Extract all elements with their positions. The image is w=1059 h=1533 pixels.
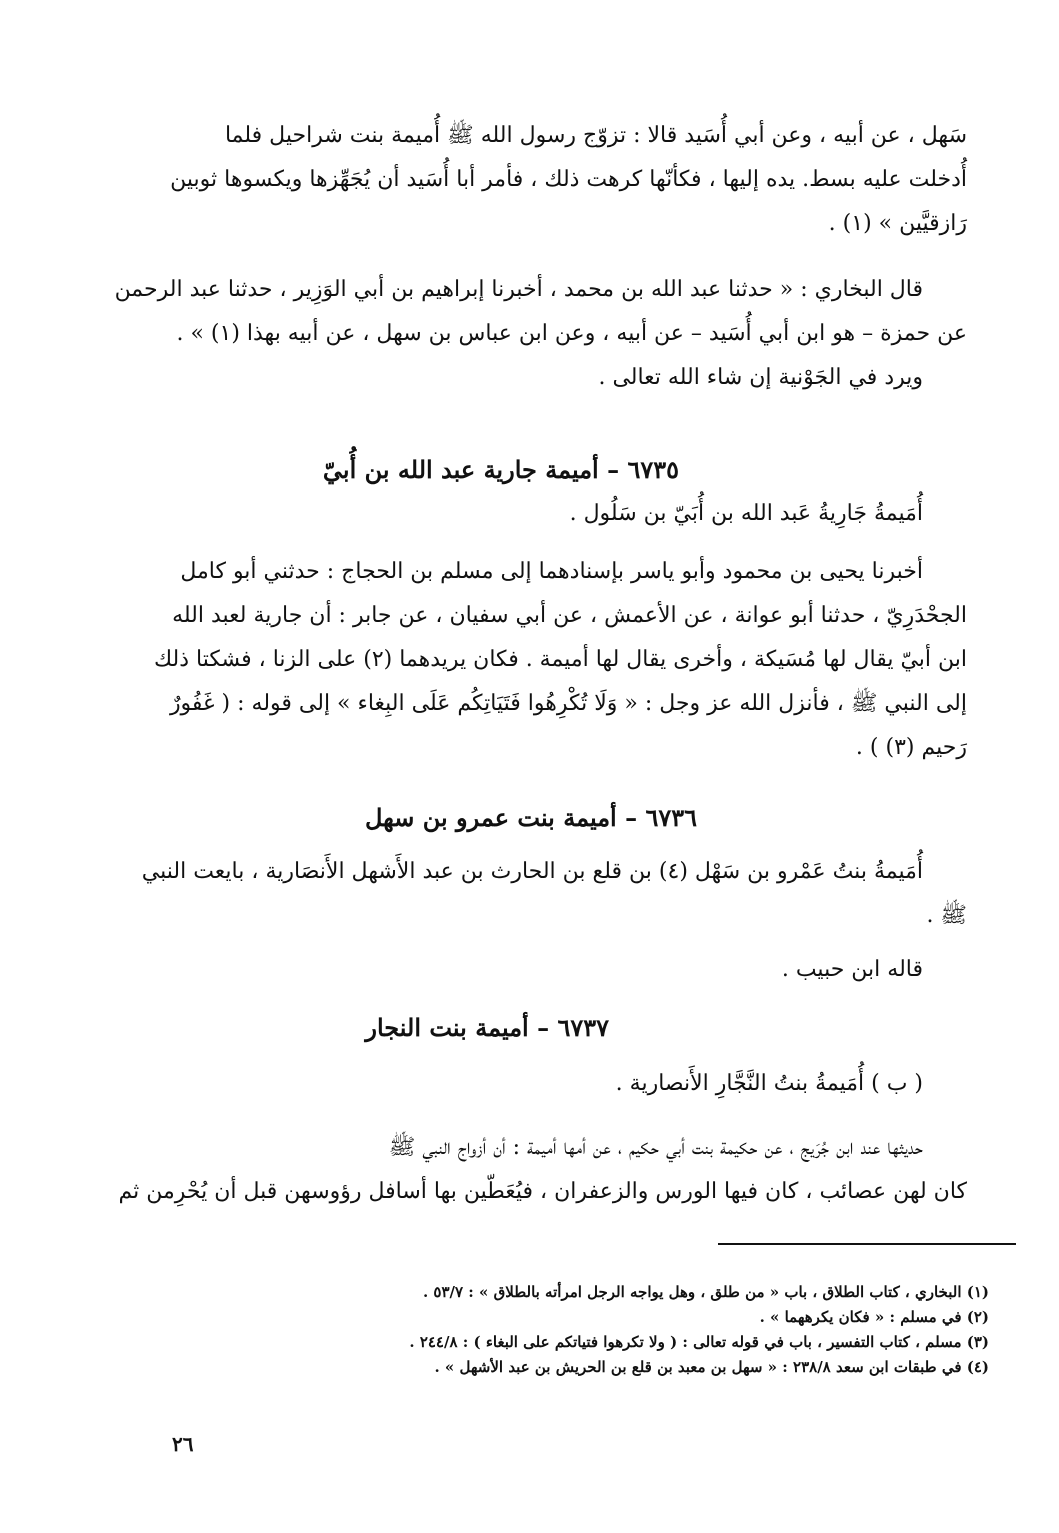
footnote-divider — [718, 1243, 1016, 1245]
paragraph-entry-6735-intro — [87, 492, 967, 536]
text-line: ( ب ) أُمَيمةُ بنتُ النَّجَّارِ الأَنصارية . — [615, 1071, 923, 1096]
section-heading-6736: ٦٧٣٦ – أميمة بنت عمرو بن سهل — [364, 803, 697, 832]
text-line: قال البخاري : « حدثنا عبد الله بن محمد ، أخبرنا إبراهيم بن أبي الوَزِير ، حدثنا عبد الرحمن — [114, 277, 923, 302]
text-line: أُدخلت عليه بسط. يده إليها ، فكأنّها كرهت ذلك ، فأمر أبا أُسَيد أن يُجَهِّزها ويكسوها ثوبين — [170, 167, 967, 192]
text-line: أخبرنا يحيى بن محمود وأبو ياسر بإسنادهما إلى مسلم بن الحجاج : حدثني أبو كامل — [180, 559, 923, 584]
section-heading-6735: ٦٧٣٥ – أميمة جارية عبد الله بن أُبيّ — [322, 455, 679, 484]
text-line: ابن أبيّ يقال لها مُسَيكة ، وأخرى يقال لها أميمة . فكان يريدهما (٢) على الزنا ، فشكتا ذلك — [153, 647, 967, 672]
footnotes — [89, 1280, 989, 1380]
page-number: ٢٦ — [172, 1432, 194, 1456]
paragraph-hadith-umaymah-bint-shurahil — [87, 114, 967, 246]
text-line: إلى النبي ﷺ ، فأنزل الله عز وجل : « وَلَا تُكْرِهُوا فَتَيَاتِكُم عَلَى البِغاء » إلى قوله : ( غَفُورٌ — [169, 691, 967, 716]
text-line: كان لهن عصائب ، كان فيها الورس والزعفران ، فيُعَطّين بها أسافل رؤوسهن قبل أن يُحْرِمن ثم — [118, 1179, 967, 1204]
footnote-3: (٣) مسلم ، كتاب التفسير ، باب في قوله تعالى : ( ولا تكرهوا فتياتكم على البغاء ) : ٢٤٤/٨ . — [409, 1333, 989, 1351]
footnote-4: (٤) في طبقات ابن سعد ٢٣٨/٨ : « سهل بن معبد بن قلع بن الحريش بن عبد الأشهل » . — [434, 1358, 989, 1376]
text-line: قاله ابن حبيب . — [781, 957, 923, 982]
paragraph-entry-6735-hadith — [87, 550, 967, 770]
text-line: ويرد في الجَوْنية إن شاء الله تعالى . — [598, 365, 923, 390]
text-line: أُمَيمةُ بنتُ عَمْرو بن سَهْل (٤) بن قلع بن الحارث بن عبد الأَشهل الأَنصَارية ، بايعت النبي — [141, 859, 923, 884]
footnote-2: (٢) في مسلم : « فكان يكرههما » . — [759, 1308, 989, 1326]
text-line: حديثها عند ابن جُرَيج ، عن حكيمة بنت أبي حكيم ، عن أمها أميمة : أن أزواج النبي ﷺ — [388, 1135, 923, 1160]
paragraph-entry-6737-hadith — [87, 1126, 967, 1214]
text-line: رَازقيَّين » (١) . — [828, 211, 967, 236]
text-line: ﷺ . — [926, 903, 967, 928]
paragraph-bukhari-chain — [87, 268, 967, 400]
text-line: رَحيم (٣) ) . — [855, 735, 967, 760]
section-heading-6737: ٦٧٣٧ – أميمة بنت النجار — [365, 1013, 609, 1042]
text-line: عن حمزة – هو ابن أبي أُسَيد – عن أبيه ، وعن ابن عباس بن سهل ، عن أبيه بهذا (١) » . — [176, 321, 967, 346]
paragraph-ibn-habib — [87, 948, 967, 992]
text-line: سَهل ، عن أبيه ، وعن أبي أُسَيد قالا : تزوّج رسول الله ﷺ أُميمة بنت شراحيل فلما — [224, 123, 967, 148]
paragraph-entry-6736 — [87, 850, 967, 938]
text-line: أُمَيمةُ جَارِيةُ عَبد الله بن أُبَيّ بن سَلُول . — [569, 501, 923, 526]
paragraph-entry-6737-intro — [87, 1062, 967, 1106]
text-line: الجحْدَرِيّ ، حدثنا أبو عوانة ، عن الأعمش ، عن أبي سفيان ، عن جابر : أن جارية لعبد الله — [172, 603, 967, 628]
footnote-1: (١) البخاري ، كتاب الطلاق ، باب « من طلق ، وهل يواجه الرجل امرأته بالطلاق » : ٥٣/٧ . — [422, 1283, 989, 1301]
